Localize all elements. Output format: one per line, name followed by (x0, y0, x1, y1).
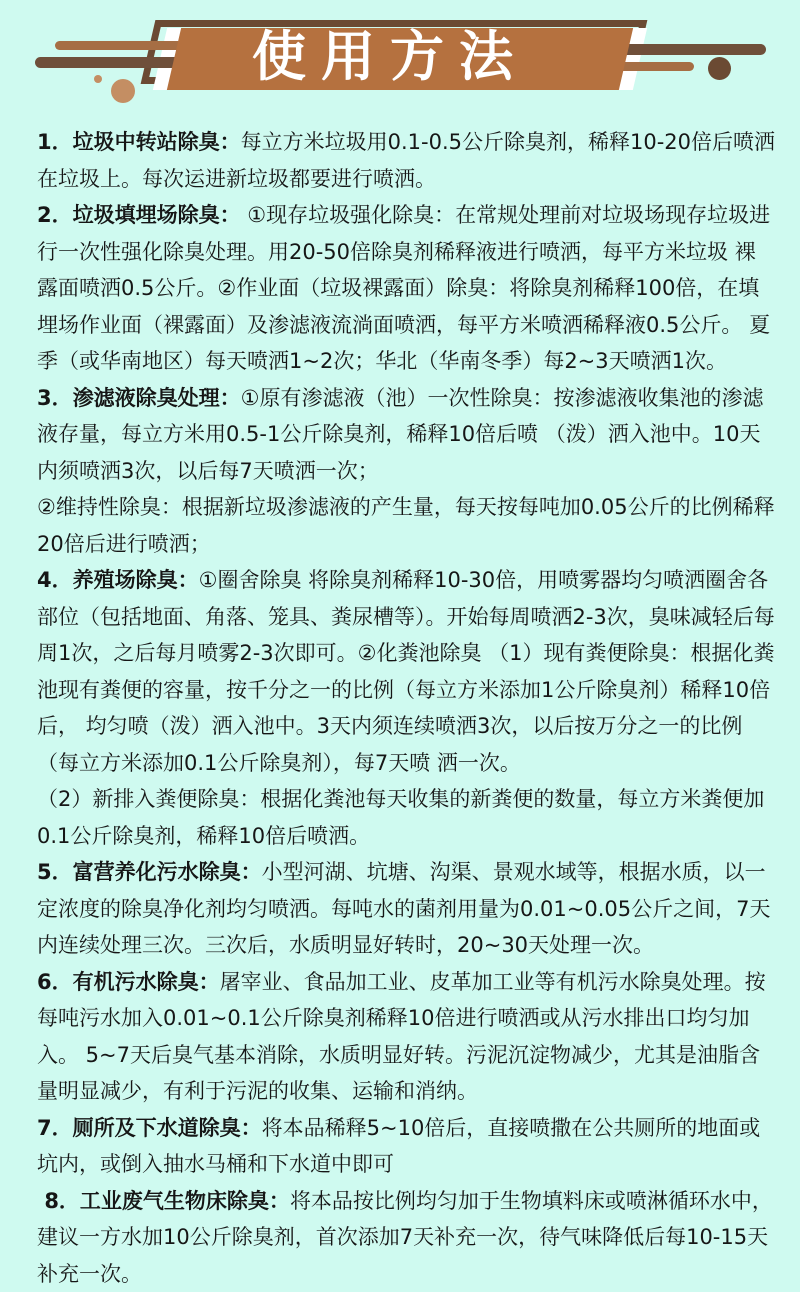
deco-dot-small (94, 75, 102, 83)
instruction-label: 8．工业废气生物床除臭： (37, 1189, 290, 1213)
instruction-label: 2．垃圾填埋场除臭： (37, 203, 241, 227)
instruction-text: 每立方米垃圾用0.1-0.5公斤除臭剂，稀释10-20倍后喷洒在垃圾上。每次运进新垃圾都要进行喷洒。 (37, 130, 775, 191)
instruction-text: ①圈舍除臭 将除臭剂稀释10-30倍，用喷雾器均匀喷洒圈舍各部位（包括地面、角落、笼具、粪尿槽等）。开始每周喷洒2-3次，臭味减轻后每周1次，之后每月喷雾2-3次即可。②化粪池除臭 （1）现有粪便除臭：根据化粪池现有粪便的容量，按千分之一的比例（每立方米添加1公斤除臭剂）稀释10倍后， 均匀喷（泼）洒入池中。3天内须连续喷洒3次，以后按万分之一的比例（每立方米添加0.1公斤除臭剂），每7天喷 洒一次。 (37, 568, 775, 775)
instruction-text: ①现存垃圾强化除臭：在常规处理前对垃圾场现存垃圾进行一次性强化除臭处理。用20-50倍除臭剂稀释液进行喷洒，每平方米垃圾 裸露面喷洒0.5公斤。②作业面（垃圾裸露面）除臭：将除臭剂稀释100倍，在填埋场作业面（裸露面）及渗滤液流淌面喷洒，每平方米喷洒稀释液0.5公斤。 夏季（或华南地区）每天喷洒1~2次；华北（华南冬季）每2~3天喷洒1次。 (37, 203, 770, 373)
instruction-paragraph (37, 854, 776, 964)
instruction-paragraph (37, 1183, 776, 1292)
instruction-text: 将本品稀释5~10倍后，直接喷撒在公共厕所的地面或坑内，或倒入抽水马桶和下水道中即可 (37, 1116, 760, 1177)
page-title: 使用方法 (140, 26, 640, 88)
instruction-label: 3．渗滤液除臭处理： (37, 386, 241, 410)
instruction-label: 4．养殖场除臭： (37, 568, 199, 592)
instruction-paragraph (37, 124, 776, 197)
instruction-paragraph (37, 781, 776, 854)
instruction-paragraph (37, 562, 776, 781)
instruction-text: （2）新排入粪便除臭：根据化粪池每天收集的新粪便的数量，每立方米粪便加0.1公斤除臭剂，稀释10倍后喷洒。 (37, 787, 764, 848)
deco-dot-right (708, 57, 731, 80)
deco-dot-big (111, 79, 135, 103)
instruction-text: ②维持性除臭：根据新垃圾渗滤液的产生量，每天按每吨加0.05公斤的比例稀释20倍后进行喷洒； (37, 495, 775, 556)
instruction-text: 将本品按比例均匀加于生物填料床或喷淋循环水中，建议一方水加10公斤除臭剂，首次添加7天补充一次，待气味降低后每10-15天补充一次。 (37, 1189, 773, 1286)
instruction-text: 屠宰业、食品加工业、皮革加工业等有机污水除臭处理。按每吨污水加入0.01~0.1公斤除臭剂稀释10倍进行喷洒或从污水排出口均匀加入。 5~7天后臭气基本消除，水质明显好转。污泥沉淀物减少，尤其是油脂含量明显减少，有利于污泥的收集、运输和消纳。 (37, 970, 766, 1104)
instruction-text: ①原有渗滤液（池）一次性除臭：按渗滤液收集池的渗滤液存量，每立方米用0.5-1公斤除臭剂，稀释10倍后喷 （泼）洒入池中。10天内须喷洒3次，以后每7天喷洒一次； (37, 386, 763, 483)
instruction-paragraph (37, 197, 776, 380)
instruction-paragraph (37, 1110, 776, 1183)
header-banner (0, 0, 800, 112)
instruction-paragraph (37, 380, 776, 490)
instruction-label: 5．富营养化污水除臭： (37, 860, 262, 884)
instruction-label: 7．厕所及下水道除臭： (37, 1116, 262, 1140)
instruction-text: 小型河湖、坑塘、沟渠、景观水域等，根据水质，以一定浓度的除臭净化剂均匀喷洒。每吨水的菌剂用量为0.01~0.05公斤之间，7天内连续处理三次。三次后，水质明显好转时，20~30天处理一次。 (37, 860, 770, 957)
instruction-paragraph (37, 489, 776, 562)
instruction-label: 6．有机污水除臭： (37, 970, 220, 994)
instructions-list (0, 112, 800, 1292)
instruction-paragraph (37, 964, 776, 1110)
instruction-label: 1．垃圾中转站除臭： (37, 130, 241, 154)
